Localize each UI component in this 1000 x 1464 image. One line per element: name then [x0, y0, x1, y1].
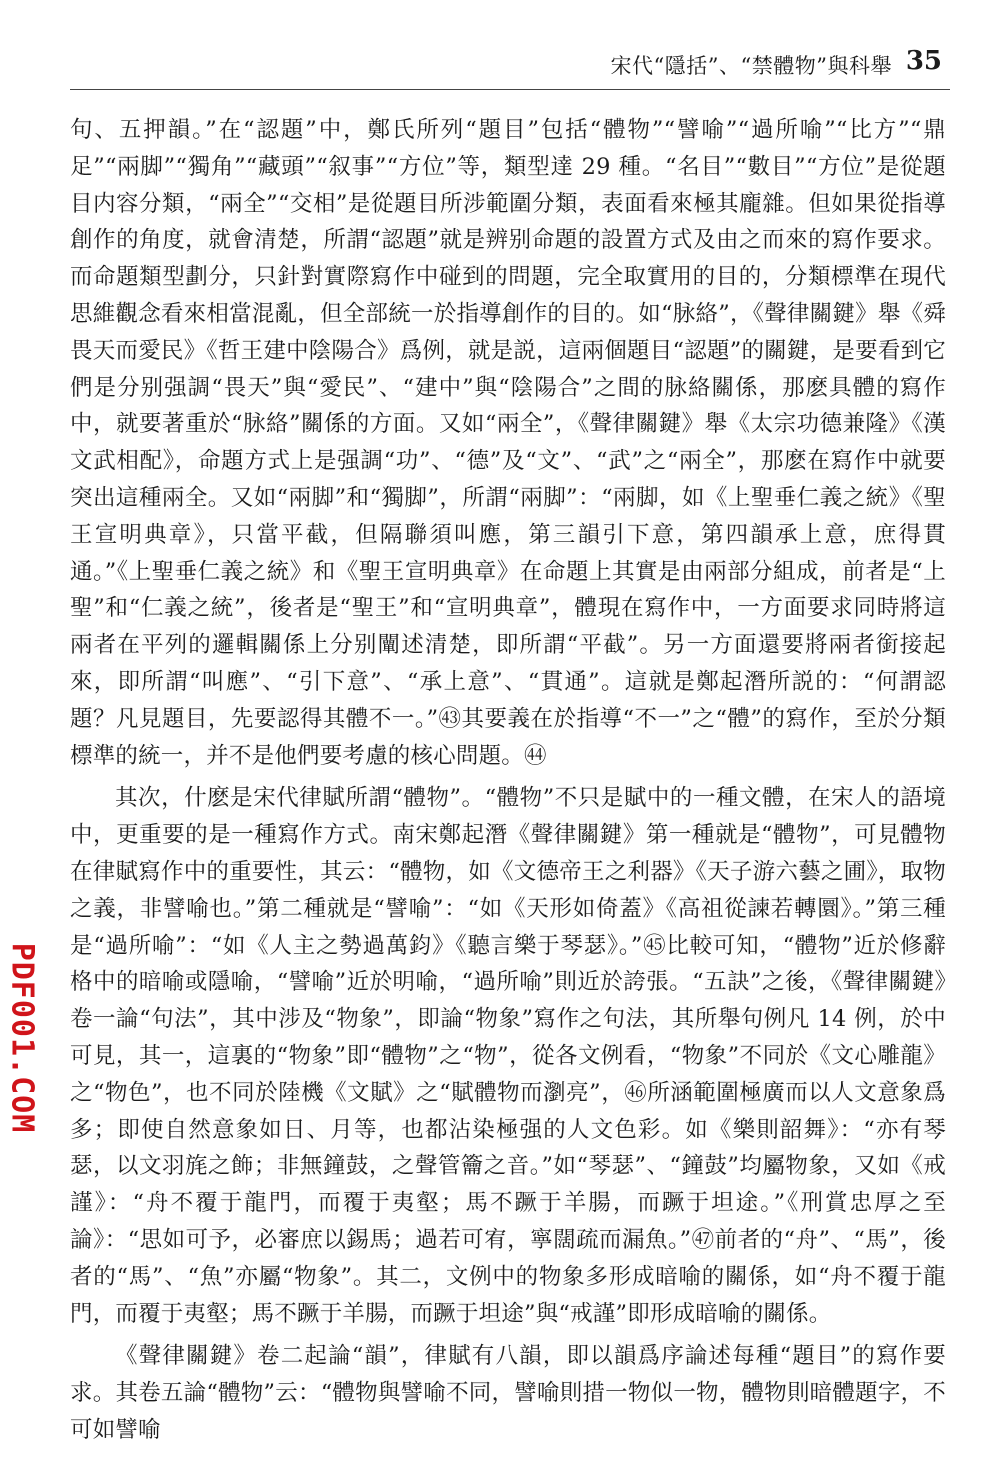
paragraph-1: 句、五押韻。”在“認題”中，鄭氏所列“題目”包括“體物”“譬喻”“過所喻”“比方”“鼎足”“兩脚”“獨角”“藏頭”“叙事”“方位”等，類型達 29 種。“名目”“數目”“方位”是從題目内容分類，“兩全”“交相”是從題目所涉範圍分類，表面看來極其龐雜。但如果從指導創作的角度，就會清楚，所謂“認題”就是辨别命題的設置方式及由之而來的寫作要求。而命題類型劃分，只針對實際寫作中碰到的問題，完全取實用的目的，分類標準在現代思維觀念看來相當混亂，但全部統一於指導創作的目的。如“脉絡”，《聲律關鍵》舉《舜畏天而愛民》《哲王建中陰陽合》爲例，就是説，這兩個題目“認題”的關鍵，是要看到它們是分别强調“畏天”與“愛民”、“建中”與“陰陽合”之間的脉絡關係，那麽具體的寫作中，就要著重於“脉絡”關係的方面。又如“兩全”，《聲律關鍵》舉《太宗功德兼隆》《漢文武相配》，命題方式上是强調“功”、“德”及“文”、“武”之“兩全”，那麽在寫作中就要突出這種兩全。又如“兩脚”和“獨脚”，所謂“兩脚”：“兩脚，如《上聖垂仁義之統》《聖王宣明典章》，只當平截，但隔聯須叫應，第三韻引下意，第四韻承上意，庶得貫通。”《上聖垂仁義之統》和《聖王宣明典章》在命題上其實是由兩部分組成，前者是“上聖”和“仁義之統”，後者是“聖王”和“宣明典章”，體現在寫作中，一方面要求同時將這兩者在平列的邏輯關係上分别闡述清楚，即所謂“平截”。另一方面還要將兩者銜接起來，即所謂“叫應”、“引下意”、“承上意”、“貫通”。這就是鄭起潛所説的：“何謂認題？凡見題目，先要認得其體不一。”㊸其要義在於指導“不一”之“體”的寫作，至於分類標準的統一，并不是他們要考慮的核心問題。㊹ [70, 117, 946, 769]
running-header [70, 34, 950, 90]
paragraph-3: 《聲律關鍵》卷二起論“韻”，律賦有八韻，即以韻爲序論述每種“題目”的寫作要求。其卷五論“體物”云：“體物與譬喻不同，譬喻則措一物似一物，體物則暗體題字，不可如譬喻 [70, 1343, 946, 1443]
watermark-text: PDF001.COM [4, 942, 40, 1134]
paragraph-2: 其次，什麽是宋代律賦所謂“體物”。“體物”不只是賦中的一種文體，在宋人的語境中，更重要的是一種寫作方式。南宋鄭起潛《聲律關鍵》第一種就是“體物”，可見體物在律賦寫作中的重要性，其云：“體物，如《文德帝王之利器》《天子游六藝之圃》，取物之義，非譬喻也。”第二種就是“譬喻”：“如《天形如倚蓋》《高祖從諫若轉圜》。”第三種是“過所喻”：“如《人主之勢過萬鈞》《聽言樂于琴瑟》。”㊺比較可知，“體物”近於修辭格中的暗喻或隱喻，“譬喻”近於明喻，“過所喻”則近於誇張。“五訣”之後，《聲律關鍵》卷一論“句法”，其中涉及“物象”，即論“物象”寫作之句法，其所舉句例凡 14 例，於中可見，其一，這裏的“物象”即“體物”之“物”，從各文例看，“物象”不同於《文心雕龍》之“物色”，也不同於陸機《文賦》之“賦體物而瀏亮”，㊻所涵範圍極廣而以人文意象爲多；即使自然意象如日、月等，也都沾染極强的人文色彩。如《樂則韶舞》：“亦有琴瑟，以文羽旄之飾；非無鐘鼓，之聲管籥之音。”如“琴瑟”、“鐘鼓”均屬物象，又如《戒謹》：“舟不覆于龍門，而覆于夷壑；馬不蹶于羊腸，而蹶于坦途。”《刑賞忠厚之至論》：“思如可予，必審庶以錫馬；過若可宥，寧闊疏而漏魚。”㊼前者的“舟”、“馬”，後者的“馬”、“魚”亦屬“物象”。其二，文例中的物象多形成暗喻的關係，如“舟不覆于龍門，而覆于夷壑；馬不蹶于羊腸，而蹶于坦途”與“戒謹”即形成暗喻的關係。 [70, 785, 946, 1327]
header-rule [70, 89, 950, 90]
body-text [70, 112, 946, 1455]
running-header-title: 宋代“隱括”、“禁體物”與科舉 [610, 54, 892, 78]
watermark [2, 888, 42, 1188]
page-number: 35 [905, 46, 942, 76]
